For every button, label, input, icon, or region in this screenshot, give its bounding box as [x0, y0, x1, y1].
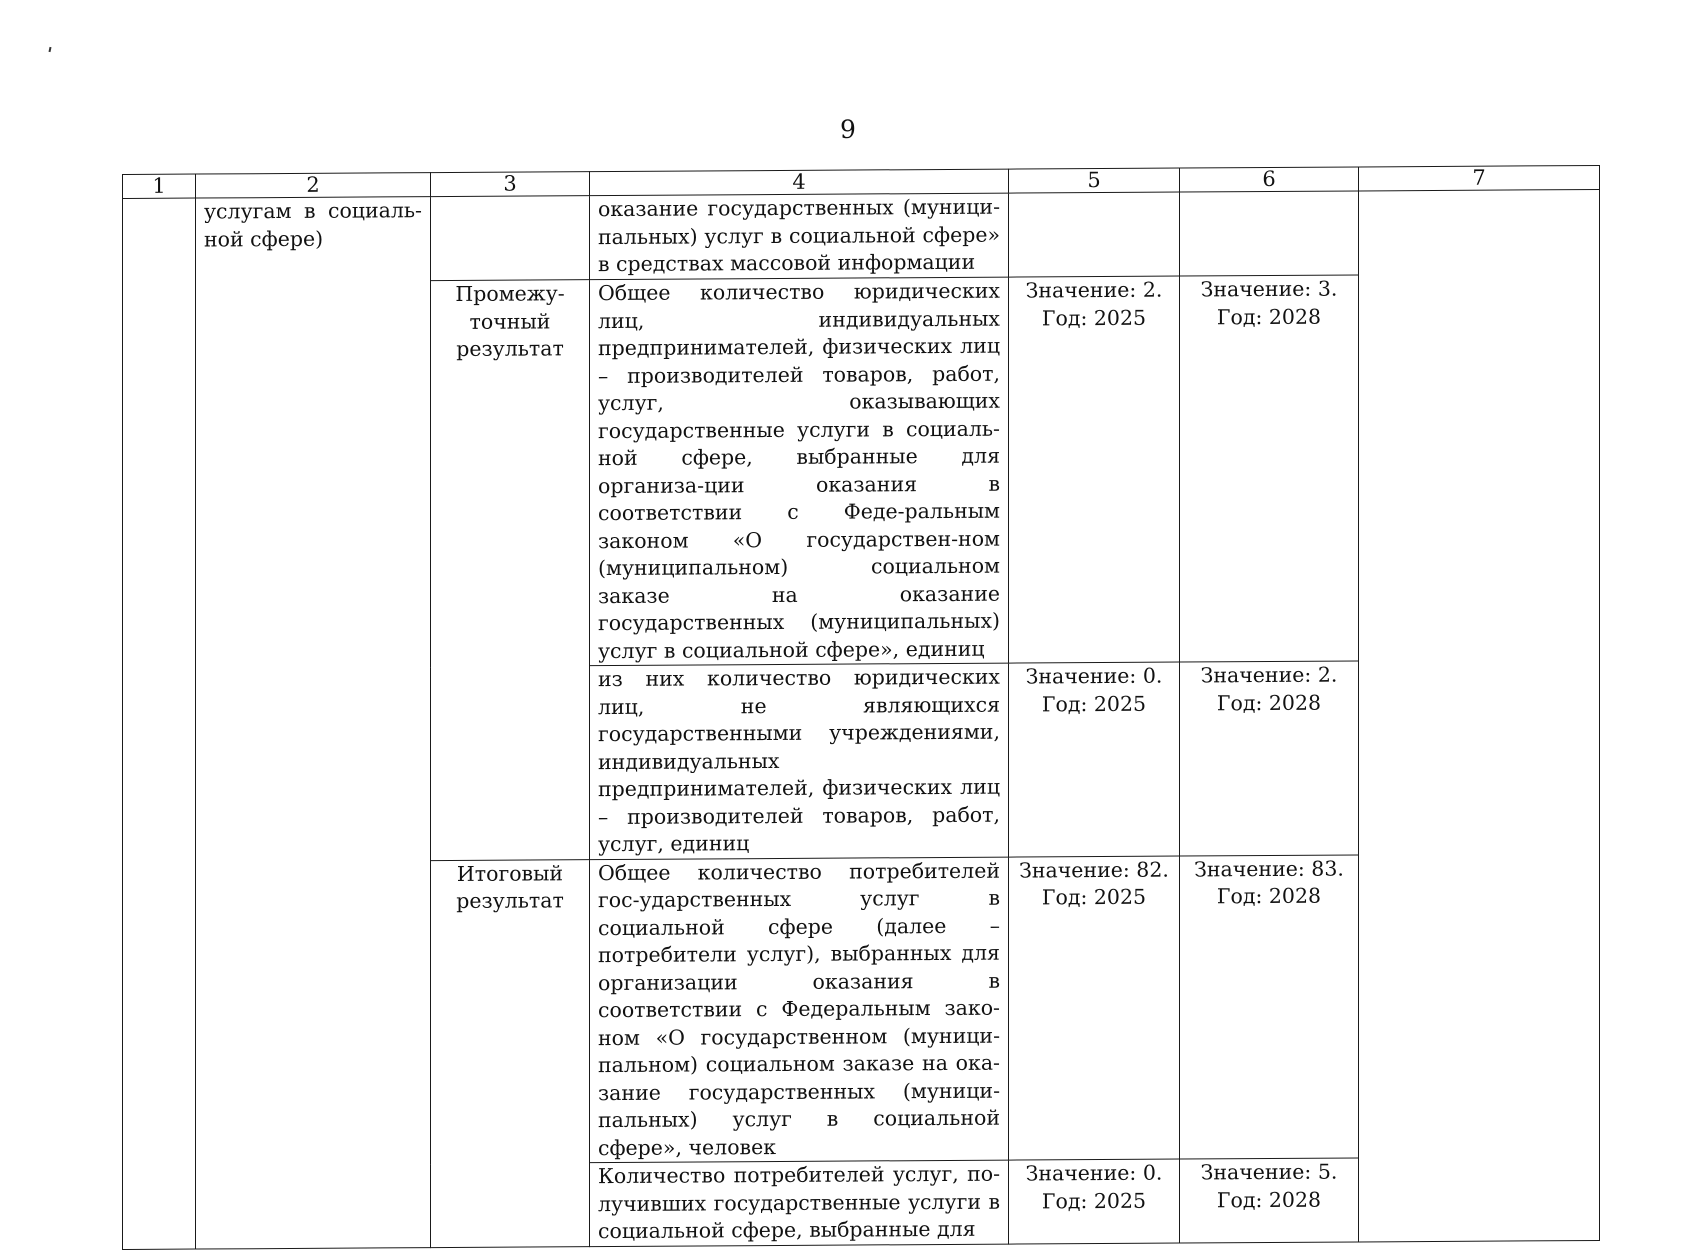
col3-cell	[431, 196, 590, 281]
indicator-text: Общее количество потребителей гос-ударственных услуг в социальной сфере (далее – потребители услуг), выбранных для организации оказания в соответствии с Федеральным зако-ном «О государственном (муници-пальном) социальном заказе на ока-зание государственных (муници-пальных) услуг в социальной сфере», человек	[590, 857, 1009, 1163]
header-cell-2: 2	[196, 173, 431, 198]
page-number: 9	[840, 115, 856, 144]
indicator-text: Общее количество юридических лиц, индивидуальных предпринимателей, физических лиц – производителей товаров, работ, услуг, оказывающих государственные услуги в социаль-ной сфере, выбранные для организа-ции оказания в соответствии с Феде-ральным законом «О государствен-ном (муниципальном) социальном заказе на оказание государственных (муниципальных) услуг в социальной сфере», единиц	[590, 277, 1009, 666]
indicator-text: оказание государственных (муници-пальных) услуг в социальной сфере» в средствах массовой информации	[590, 193, 1009, 280]
value-2028: Значение: 83. Год: 2028	[1180, 854, 1359, 1159]
result-type-label: Итоговый результат	[431, 859, 590, 1247]
indicator-text: Количество потребителей услуг, по-лучивших государственные услуги в социальной сфере, выбранные для	[590, 1160, 1009, 1246]
scan-mark	[49, 47, 52, 52]
header-cell-1: 1	[123, 174, 196, 198]
table-row	[123, 189, 1600, 282]
value-2025: Значение: 0. Год: 2025	[1009, 662, 1180, 857]
header-cell-7: 7	[1359, 165, 1600, 190]
value-2025	[1009, 192, 1180, 277]
indicators-table	[122, 165, 1600, 1250]
value-2025: Значение: 82. Год: 2025	[1009, 856, 1180, 1161]
header-cell-4: 4	[590, 169, 1009, 196]
col7-cell	[1359, 189, 1600, 1241]
indicator-text: из них количество юридических лиц, не являющихся государственными учреждениями, индивидуальных предпринимателей, физических лиц – производителей товаров, работ, услуг, единиц	[590, 663, 1009, 859]
header-cell-5: 5	[1009, 168, 1180, 193]
value-2028: Значение: 5. Год: 2028	[1180, 1158, 1359, 1243]
value-2028	[1180, 191, 1359, 276]
value-2028: Значение: 3. Год: 2028	[1180, 275, 1359, 662]
header-cell-3: 3	[431, 172, 590, 197]
result-type-label: Промежу-точный результат	[431, 280, 590, 860]
value-2025: Значение: 2. Год: 2025	[1009, 276, 1180, 663]
col2-cell: услугам в социаль-ной сфере)	[196, 197, 431, 1249]
value-2025: Значение: 0. Год: 2025	[1009, 1159, 1180, 1244]
col1-cell	[123, 198, 196, 1249]
header-cell-6: 6	[1180, 167, 1359, 192]
value-2028: Значение: 2. Год: 2028	[1180, 661, 1359, 856]
